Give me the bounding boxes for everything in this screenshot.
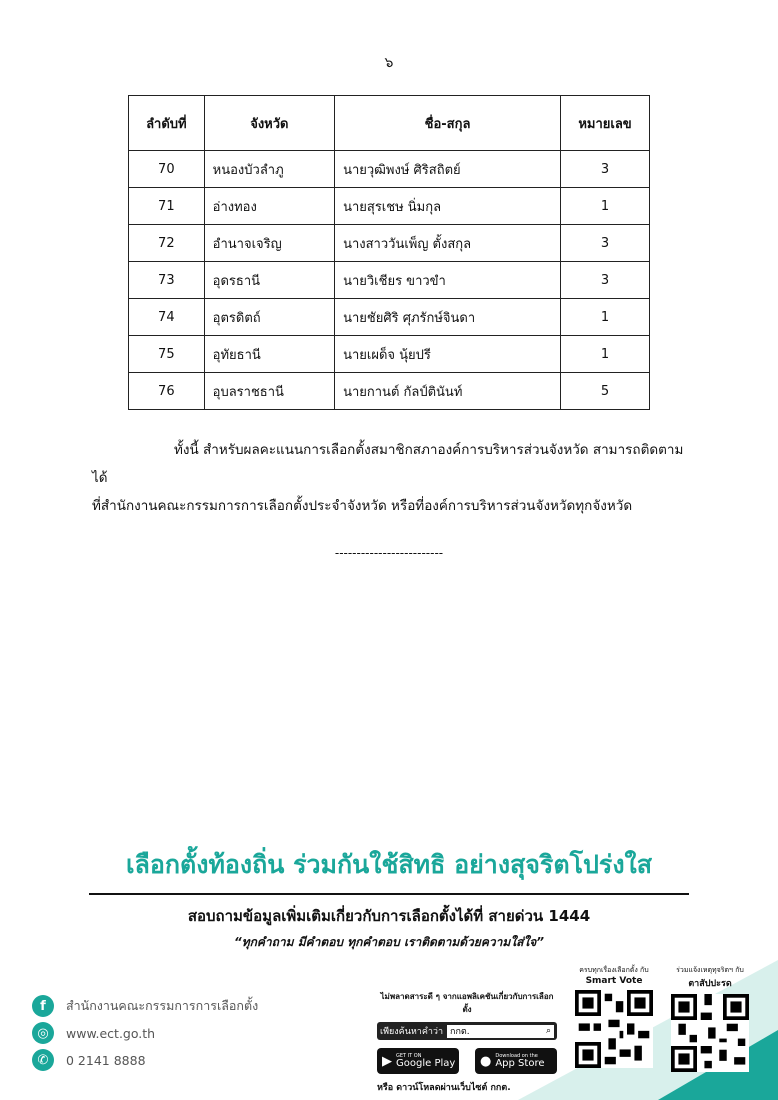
app-store-button[interactable] xyxy=(475,1048,557,1074)
header-no: ลำดับที่ xyxy=(129,96,205,151)
cell-number: 1 xyxy=(561,188,650,225)
note-line-1: ทั้งนี้ สำหรับผลคะแนนการเลือกตั้งสมาชิกสภาองค์การบริหารส่วนจังหวัด สามารถติดตามได้ xyxy=(92,442,684,486)
app-store-small: Download on the xyxy=(495,1052,538,1059)
cell-no: 76 xyxy=(129,373,205,410)
cell-name: นายวิเชียร ขาวขำ xyxy=(335,262,561,299)
campaign-slogan: เลือกตั้งท้องถิ่น ร่วมกันใช้สิทธิ อย่างสุจริตโปร่งใส xyxy=(125,850,652,879)
app-store-big: App Store xyxy=(495,1057,545,1069)
cell-province: อุบลราชธานี xyxy=(204,373,334,410)
contact-website-text: www.ect.go.th xyxy=(66,1025,156,1041)
app-search-label: เพียงค้นหาคำว่า xyxy=(380,1027,444,1037)
apple-icon: ● xyxy=(480,1053,492,1069)
cell-province: อุตรดิตถ์ xyxy=(204,299,334,336)
store-badges xyxy=(377,1048,557,1074)
header-province: จังหวัด xyxy=(204,96,334,151)
cell-number: 5 xyxy=(561,373,650,410)
cell-no: 71 xyxy=(129,188,205,225)
note-line-2: ที่สำนักงานคณะกรรมการการเลือกตั้งประจำจังหวัด หรือที่องค์การบริหารส่วนจังหวัดทุกจังหวัด xyxy=(92,498,633,514)
qr-ta-sapparot-caption: ร่วมแจ้งเหตุทุจริตฯ กับ xyxy=(676,966,744,974)
cell-name: นายสุรเชษ นิ่มกุล xyxy=(335,188,561,225)
tagline-text: “ทุกคำถาม มีคำตอบ ทุกคำตอบ เราติดตามด้วยความใส่ใจ” xyxy=(233,935,545,949)
hotline-text: สอบถามข้อมูลเพิ่มเติมเกี่ยวกับการเลือกตั้งได้ที่ สายด่วน 1444 xyxy=(187,907,591,925)
cell-name: นางสาววันเพ็ญ ตั้งสกุล xyxy=(335,225,561,262)
table-row xyxy=(129,151,650,188)
qr-code-icon xyxy=(671,994,749,1072)
cell-no: 72 xyxy=(129,225,205,262)
search-icon: ⌕ xyxy=(545,1026,551,1036)
cell-name: นายกานต์ กัลป์ตินันท์ xyxy=(335,373,561,410)
cell-no: 74 xyxy=(129,299,205,336)
app-search-bar xyxy=(377,1022,557,1040)
download-note: หรือ ดาวน์โหลดผ่านเว็บไซต์ กกต. xyxy=(377,1083,511,1093)
cell-name: นายเผด็จ นุ้ยปรี xyxy=(335,336,561,373)
header-number: หมายเลข xyxy=(561,96,650,151)
cell-number: 3 xyxy=(561,262,650,299)
cell-province: อำนาจเจริญ xyxy=(204,225,334,262)
table-row xyxy=(129,225,650,262)
app-search-value: กกต. xyxy=(450,1027,470,1037)
cell-province: อ่างทอง xyxy=(204,188,334,225)
cell-no: 75 xyxy=(129,336,205,373)
qr-ta-sapparot-title: ตาสัปปะรด xyxy=(688,979,732,989)
cell-name: นายชัยศิริ ศุภรักษ์จินดา xyxy=(335,299,561,336)
note-paragraph xyxy=(92,436,692,520)
cell-province: อุทัยธานี xyxy=(204,336,334,373)
qr-smart-vote-caption: ครบทุกเรื่องเลือกตั้ง กับ xyxy=(579,966,649,974)
page-number: ๖ xyxy=(384,55,394,71)
contact-website[interactable] xyxy=(32,1022,155,1044)
app-promo-title: ไม่พลาดสาระดี ๆ จากแอพลิเคชันเกี่ยวกับการเลือกตั้ง xyxy=(380,992,554,1014)
cell-number: 1 xyxy=(561,299,650,336)
google-play-button[interactable] xyxy=(377,1048,459,1074)
table-row xyxy=(129,299,650,336)
app-search-box xyxy=(447,1025,554,1038)
cell-province: หนองบัวลำภู xyxy=(204,151,334,188)
table-row xyxy=(129,262,650,299)
qr-smart-vote-title: Smart Vote xyxy=(585,976,643,986)
contact-facebook-text: สำนักงานคณะกรรมการการเลือกตั้ง xyxy=(66,998,259,1013)
footer-divider xyxy=(89,893,689,895)
table-header-row xyxy=(129,96,650,151)
google-play-small: GET IT ON xyxy=(396,1052,422,1059)
cell-number: 3 xyxy=(561,225,650,262)
table-row xyxy=(129,188,650,225)
contact-facebook[interactable] xyxy=(32,995,258,1017)
qr-ta-sapparot[interactable] xyxy=(670,965,750,1076)
table-row xyxy=(129,336,650,373)
qr-code-icon xyxy=(575,990,653,1068)
globe-icon: ◎ xyxy=(32,1022,54,1044)
app-promo xyxy=(377,990,557,1094)
results-table xyxy=(128,95,650,410)
cell-no: 73 xyxy=(129,262,205,299)
google-play-icon: ▶ xyxy=(382,1053,392,1069)
cell-name: นายวุฒิพงษ์ ศิริสถิตย์ xyxy=(335,151,561,188)
table-row xyxy=(129,373,650,410)
google-play-big: Google Play xyxy=(396,1057,456,1069)
qr-smart-vote[interactable] xyxy=(574,965,654,1072)
cell-number: 1 xyxy=(561,336,650,373)
facebook-icon: f xyxy=(32,995,54,1017)
section-separator: ------------------------- xyxy=(334,546,444,560)
phone-icon: ✆ xyxy=(32,1049,54,1071)
cell-province: อุดรธานี xyxy=(204,262,334,299)
header-name: ชื่อ-สกุล xyxy=(335,96,561,151)
cell-no: 70 xyxy=(129,151,205,188)
cell-number: 3 xyxy=(561,151,650,188)
contact-phone[interactable] xyxy=(32,1049,146,1071)
contact-phone-text: 0 2141 8888 xyxy=(66,1052,146,1068)
